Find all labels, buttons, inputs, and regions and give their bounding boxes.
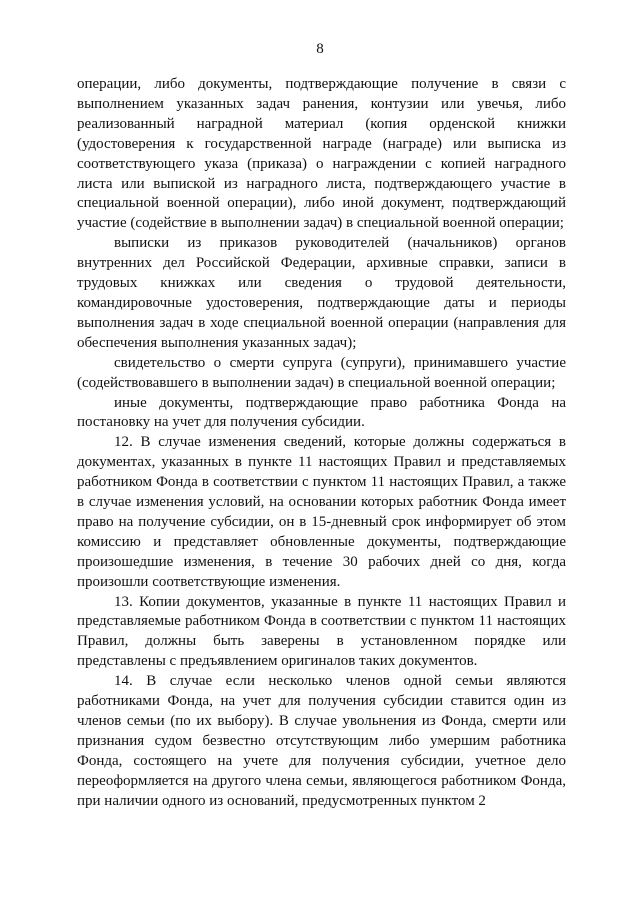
document-body [77,75,566,812]
paragraph-other-documents: иные документы, подтверждающие право работника Фонда на постановку на учет для получения субсидии. [77,394,566,431]
paragraph-order-extracts: выписки из приказов руководителей (начальников) органов внутренних дел Российской Федерации, архивные справки, записи в трудовых книжках или сведения о трудовой деятельности, командировочные удостоверения, подтверждающие даты и периоды выполнения задач в ходе специальной военной операции (направления для обеспечения выполнения указанных задач); [77,235,566,351]
page-number: 8 [316,41,324,57]
paragraph-death-certificate: свидетельство о смерти супруга (супруги), принимавшего участие (содействовавшего в выполнении задач) в специальной военной операции; [77,354,566,391]
paragraph-continuation: операции, либо документы, подтверждающие получение в связи с выполнением указанных задач ранения, контузии или увечья, либо реализованный наградной материал (копия орденской книжки (удостоверения к государственной награде (награде) или выписка из соответствующего указа (приказа) о награждении с копией наградного листа или выпиской из наградного листа, подтверждающего участие в специальной военной операции), либо иной документ, подтверждающий участие (содействие в выполнении задач) в специальной военной операции; [77,76,566,232]
paragraph-item-13: 13. Копии документов, указанные в пункте 11 настоящих Правил и представляемые работником Фонда в соответствии с пунктом 11 настоящих Правил, должны быть заверены в установленном порядке или представлены с предъявлением оригиналов таких документов. [77,593,566,670]
paragraph-item-12: 12. В случае изменения сведений, которые должны содержаться в документах, указанных в пункте 11 настоящих Правил и представляемых работником Фонда в соответствии с пунктом 11 настоящих Правил, а также в случае изменения условий, на основании которых работник Фонда имеет право на получение субсидии, он в 15-дневный срок информирует об этом комиссию и представляет обновленные документы, подтверждающие произошедшие изменения, в течение 30 рабочих дней со дня, когда произошли соответствующие изменения. [77,434,566,590]
paragraph-item-14: 14. В случае если несколько членов одной семьи являются работниками Фонда, на учет для получения субсидии ставится один из членов семьи (по их выбору). В случае увольнения из Фонда, смерти или признания судом безвестно отсутствующим либо умершим работника Фонда, состоящего на учете для получения субсидии, учетное дело переоформляется на другого члена семьи, являющегося работником Фонда, при наличии одного из оснований, предусмотренных пунктом 2 [77,673,566,809]
